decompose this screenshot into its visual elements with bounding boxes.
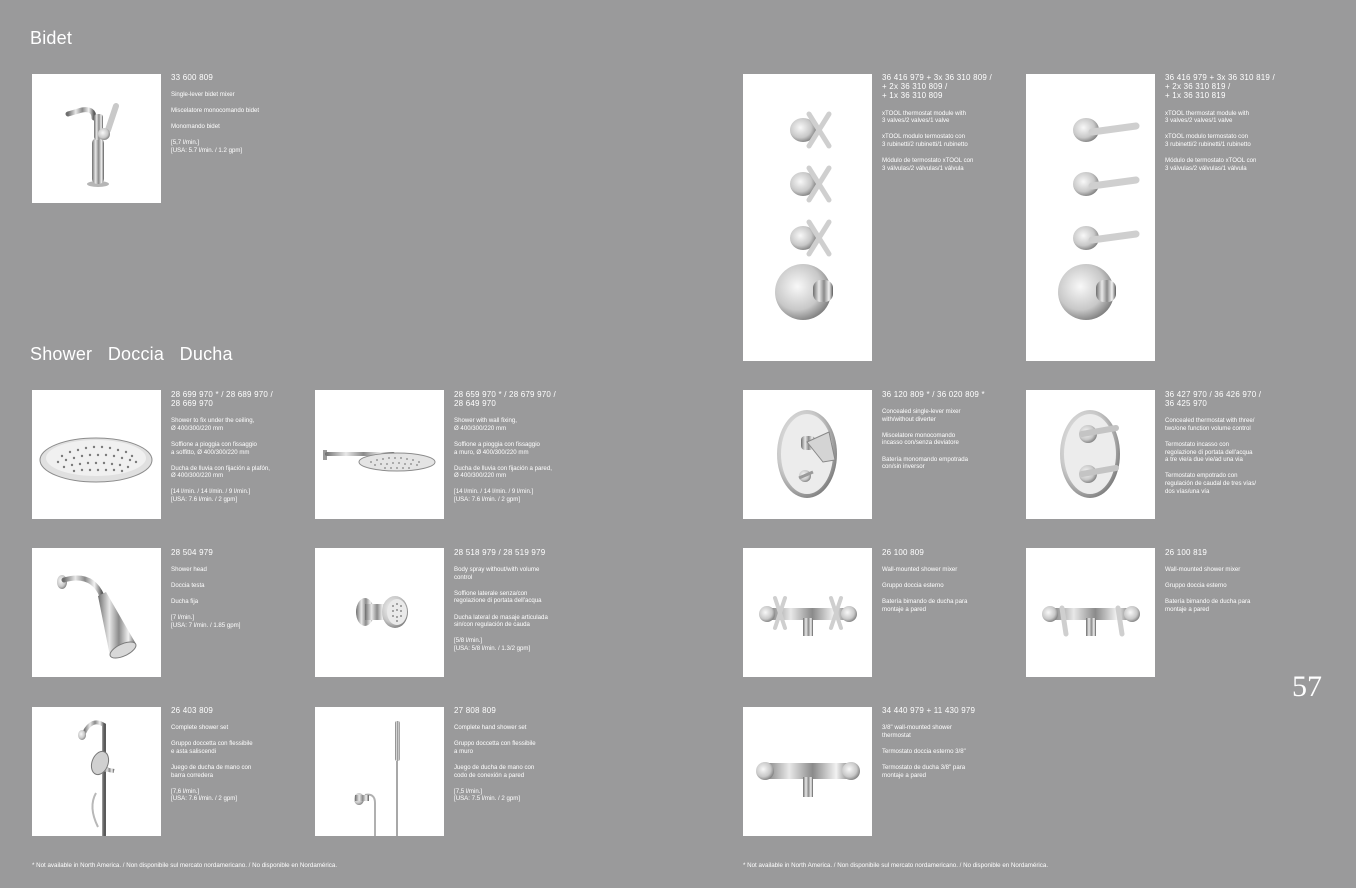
concealed-mixer-icon — [743, 390, 872, 519]
flow-rate: [14 l/min. / 14 l/min. / 9 l/min.] [USA: 7.6 l/min. / 2 gpm] — [171, 488, 251, 504]
bidet-mixer-image[interactable] — [32, 74, 161, 203]
rain-shower-wall-image[interactable] — [315, 390, 444, 519]
concealed-thermostat-image[interactable] — [1026, 390, 1155, 519]
description-it: Soffione a pioggia con fissaggio a muro, Ø 400/300/220 mm — [454, 441, 540, 456]
product-code: 28 699 970 * / 28 689 970 / 28 669 970 — [171, 390, 273, 409]
xtool-cross-info — [882, 73, 1014, 181]
description-it: xTOOL modulo termostato con 3 rubinetti/2 rubinetti/1 rubinetto — [882, 133, 968, 148]
description-en: Concealed thermostat with three/ two/one function volume control — [1165, 417, 1255, 432]
footnote-right: * Not available in North America. / Non disponibile sul mercato nordamericano. / No disponible en Nordamérica. — [743, 862, 1049, 869]
flow-rate: [5/8 l/min.] [USA: 5/8 l/min. / 1.3/2 gpm] — [454, 637, 531, 652]
product-code: 33 600 809 — [171, 73, 214, 82]
concealed-mixer-info — [882, 390, 1014, 479]
rain-shower-head-icon — [32, 390, 161, 519]
description-en: Complete shower set — [171, 724, 229, 732]
description-it: Miscelatore monocomando incasso con/senza deviatore — [882, 431, 959, 447]
wall-mixer-cross-image[interactable] — [743, 548, 872, 677]
shower-set-image[interactable] — [32, 707, 161, 836]
description-es: Batería bimando de ducha para montaje a pared — [882, 598, 968, 613]
shower-head-info — [171, 548, 303, 638]
product-code: 36 427 970 / 36 426 970 / 36 425 970 — [1165, 390, 1262, 409]
description-es: Módulo de termostato xTOOL con 3 válvulas/2 válvulas/1 válvula — [1165, 156, 1257, 172]
concealed-thermostat-icon — [1026, 390, 1155, 519]
description-it: Gruppo doccetta con flessibile e asta saliscendi — [171, 740, 253, 755]
rain-shower-ceiling-info — [171, 390, 303, 512]
description-en: Wall-mounted shower mixer — [882, 566, 958, 574]
product-code: 26 100 809 — [882, 548, 925, 557]
body-spray-image[interactable] — [315, 548, 444, 677]
footnote-left: * Not available in North America. / Non disponibile sul mercato nordamericano. / No disponible en Nordamérica. — [32, 862, 338, 869]
description-es: Batería monomando empotrada con/sin inversor — [882, 455, 969, 471]
bidet-mixer-info — [171, 73, 303, 163]
description-en: Concealed single-lever mixer with/without diverter — [882, 408, 961, 423]
description-it: Gruppo doccia esterno — [1165, 582, 1227, 590]
description-it: Gruppo doccia esterno — [882, 582, 944, 590]
description-es: Termostato empotrado con regulación de caudal de tres vías/ dos vías/una vía — [1165, 472, 1257, 495]
wall-thermostat-info — [882, 706, 1014, 788]
description-en: xTOOL thermostat module with 3 valves/2 valves/1 valve — [1165, 109, 1249, 125]
body-spray-icon — [315, 548, 444, 677]
description-en: Single-lever bidet mixer — [171, 91, 235, 99]
description-es: Ducha lateral de masaje articulada sin/con regulación de cauda — [454, 613, 548, 629]
description-en: Shower to fix under the ceiling, Ø 400/300/220 mm — [171, 417, 255, 432]
description-es: Ducha de lluvia con fijación a pared, Ø 400/300/220 mm — [454, 464, 552, 480]
wall-mixer-lever-icon — [1026, 548, 1155, 677]
product-code: 28 504 979 — [171, 548, 214, 557]
flow-rate: [14 l/min. / 14 l/min. / 9 l/min.] [USA: 7.6 l/min. / 2 gpm] — [454, 488, 534, 504]
description-it: Doccia testa — [171, 582, 205, 590]
product-code: 26 100 819 — [1165, 548, 1208, 557]
description-it: Termostato doccia esterno 3/8" — [882, 747, 966, 755]
page-number: 57 — [1292, 670, 1322, 703]
wall-rain-shower-icon — [315, 390, 444, 519]
product-code: 26 403 809 — [171, 706, 214, 715]
description-en: Shower with wall fixing, Ø 400/300/220 mm — [454, 417, 517, 432]
shower-set-info — [171, 706, 303, 811]
description-it: Soffione a pioggia con fissaggio a soffitto, Ø 400/300/220 mm — [171, 441, 257, 456]
xtool-lever-image[interactable] — [1026, 74, 1155, 361]
concealed-thermostat-info — [1165, 390, 1297, 504]
description-es: Monomando bidet — [171, 123, 220, 131]
section-title-bidet: Bidet — [30, 28, 73, 48]
shower-head-image[interactable] — [32, 548, 161, 677]
xtool-cross-handles-icon — [743, 74, 872, 361]
description-en: Wall-mounted shower mixer — [1165, 566, 1241, 574]
hand-shower-set-image[interactable] — [315, 707, 444, 836]
product-code: 36 416 979 + 3x 36 310 819 / + 2x 36 310 819 / + 1x 36 310 819 — [1165, 73, 1275, 101]
description-en: Complete hand shower set — [454, 724, 527, 732]
wall-mixer-lever-image[interactable] — [1026, 548, 1155, 677]
product-code: 28 518 979 / 28 519 979 — [454, 548, 546, 557]
bidet-mixer-icon — [32, 74, 161, 203]
description-es: Juego de ducha de mano con barra corredera — [171, 763, 252, 779]
wall-mixer-cross-icon — [743, 548, 872, 677]
shower-set-icon — [32, 707, 161, 836]
product-code: 36 416 979 + 3x 36 310 809 / + 2x 36 310 809 / + 1x 36 310 809 — [882, 73, 992, 101]
wall-mixer-cross-info — [882, 548, 1014, 622]
description-es: Ducha de lluvia con fijación a plafón, Ø 400/300/220 mm — [171, 464, 270, 480]
product-code: 28 659 970 * / 28 679 970 / 28 649 970 — [454, 390, 556, 409]
wall-thermostat-image[interactable] — [743, 707, 872, 836]
product-code: 34 440 979 + 11 430 979 — [882, 706, 976, 715]
description-it: Miscelatore monocomando bidet — [171, 107, 260, 115]
description-it: Gruppo doccetta con flessibile a muro — [454, 740, 536, 755]
description-es: Juego de ducha de mano con codo de conexión a pared — [454, 763, 535, 779]
description-it: Termostato incasso con regolazione di portata dell'acqua a tre vie/a due vie/ad una via — [1165, 441, 1253, 464]
flow-rate: [7,5 l/min.] [USA: 7.5 l/min. / 2 gpm] — [454, 787, 521, 803]
xtool-cross-image[interactable] — [743, 74, 872, 361]
flow-rate: [7 l/min.] [USA: 7 l/min. / 1.85 gpm] — [171, 614, 241, 630]
wall-thermostat-icon — [743, 707, 872, 836]
shower-head-icon — [32, 548, 161, 677]
description-en: Shower head — [171, 566, 207, 574]
wall-mixer-lever-info — [1165, 548, 1297, 622]
xtool-lever-handles-icon — [1026, 74, 1155, 361]
description-it: Soffione laterale senza/con regolazione di portata dell'acqua — [454, 589, 542, 605]
description-es: Módulo de termostato xTOOL con 3 válvulas/2 válvulas/1 válvula — [882, 156, 974, 172]
description-es: Termostato de ducha 3/8" para montaje a pared — [882, 763, 966, 779]
product-code: 27 808 809 — [454, 706, 497, 715]
description-it: xTOOL modulo termostato con 3 rubinetti/2 rubinetti/1 rubinetto — [1165, 133, 1251, 148]
body-spray-info — [454, 548, 586, 661]
concealed-mixer-image[interactable] — [743, 390, 872, 519]
description-es: Ducha fija — [171, 598, 199, 606]
product-code: 36 120 809 * / 36 020 809 * — [882, 390, 985, 399]
rain-shower-ceiling-image[interactable] — [32, 390, 161, 519]
hand-shower-icon — [315, 707, 444, 836]
section-title-shower: Shower Doccia Ducha — [30, 344, 233, 364]
description-en: Body spray without/with volume control — [454, 566, 540, 581]
description-es: Batería bimando de ducha para montaje a pared — [1165, 598, 1251, 613]
flow-rate: [5,7 l/min.] [USA: 5.7 l/min. / 1.2 gpm] — [171, 139, 243, 155]
description-en: 3/8" wall-mounted shower thermostat — [882, 724, 952, 739]
description-en: xTOOL thermostat module with 3 valves/2 valves/1 valve — [882, 109, 966, 125]
rain-shower-wall-info — [454, 390, 586, 512]
xtool-lever-info — [1165, 73, 1297, 181]
flow-rate: [7,6 l/min.] [USA: 7.6 l/min. / 2 gpm] — [171, 787, 238, 803]
hand-shower-set-info — [454, 706, 586, 811]
